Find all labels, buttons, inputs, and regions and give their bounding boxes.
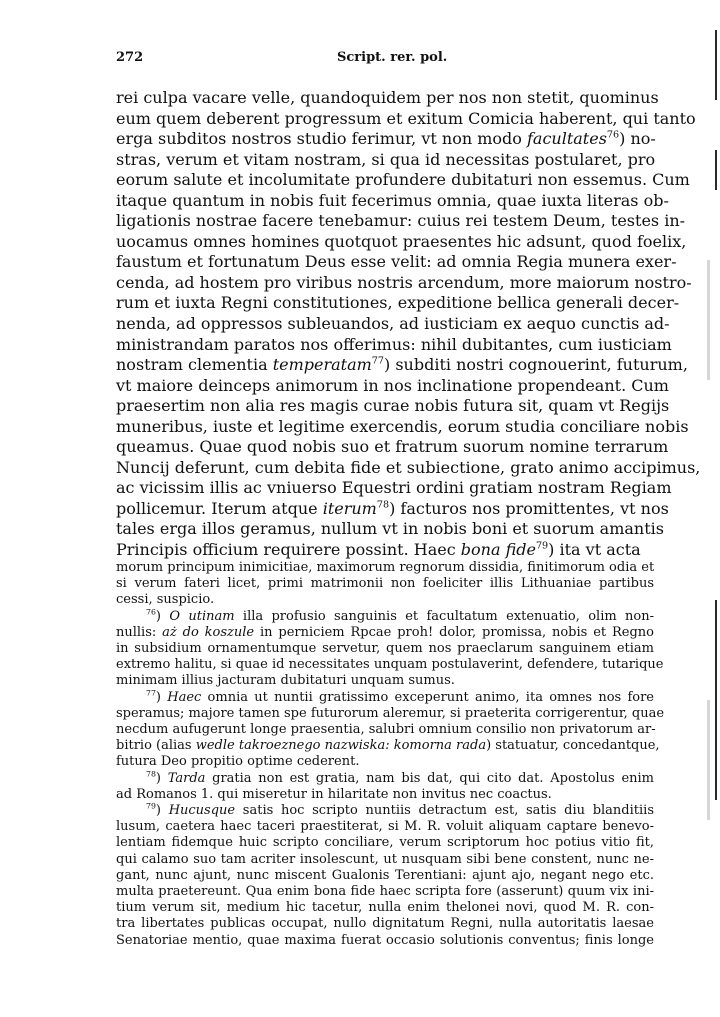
line-text: eum quem deberent progressum et exitum Comicia haberent, qui tanto bbox=[116, 108, 696, 128]
footnote-line bbox=[116, 690, 654, 706]
line-text: pollicemur. Iterum atque bbox=[116, 498, 323, 518]
footnote-line bbox=[116, 722, 654, 738]
text-line bbox=[116, 190, 669, 212]
footnote-line bbox=[116, 787, 654, 803]
text-line bbox=[116, 314, 670, 335]
running-title: Script. rer. pol. bbox=[337, 50, 448, 65]
line-text: futura Deo propitio optime cederent. bbox=[116, 754, 360, 770]
line-text: minimam illius jacturam dubitaturi unquam sumus. bbox=[116, 673, 455, 689]
footnote-line bbox=[116, 673, 654, 689]
footnote-line bbox=[116, 803, 654, 819]
footnote-ref: 77 bbox=[371, 355, 385, 367]
italic-text: Haec bbox=[167, 689, 202, 705]
line-text: rei culpa vacare velle, quandoquidem per nos non stetit, quominus bbox=[116, 88, 659, 107]
line-text: tium verum sit, medium hic tacetur, nulla enim thelonei novi, quod M. R. con- bbox=[116, 900, 654, 916]
line-text: speramus; majore tamen spe futurorum aleremur, si praeterita corrigerentur, quae bbox=[116, 705, 665, 721]
line-text: in subsidium ornamentumque servetur, quem nos praeclarum sanguinem etiam bbox=[116, 641, 654, 657]
line-text: rum et iuxta Regni constitutiones, expeditione bellica generali decer- bbox=[116, 293, 680, 313]
line-text: gratia non est gratia, nam bis dat, qui cito dat. Apostolus enim bbox=[205, 770, 654, 786]
line-text: nenda, ad oppressos subleuandos, ad iusticiam ex aequo cunctis ad- bbox=[116, 314, 670, 334]
line-text: ) bbox=[155, 689, 168, 705]
line-text: in perniciem Rpcae proh! dolor, promissa, nobis et Regno bbox=[254, 624, 654, 640]
line-text: eorum salute et incolumitate profundere dubitaturi non essemus. Cum bbox=[116, 170, 690, 190]
line-text: lentiam fidemque huic scripto conciliare, verum scriptorum hoc potius vitio fit, bbox=[116, 835, 654, 851]
footnote-line bbox=[116, 625, 654, 641]
text-line bbox=[116, 396, 670, 417]
line-text: Nuncij deferunt, cum debita fide et subiectione, grato animo accipimus, bbox=[116, 457, 701, 477]
page-scuff bbox=[707, 700, 710, 820]
line-text: lusum, caetera haec taceri praestiterat, si M. R. voluit aliquam captare benevo- bbox=[116, 819, 654, 835]
line-text: gant, nunc ajunt, nunc miscent Gualonis Terentiani: ajunt ajo, negant nego etc. bbox=[116, 867, 654, 883]
footnote-line bbox=[116, 754, 654, 770]
footnote-number: 78 bbox=[146, 769, 156, 779]
line-text: nullis: bbox=[116, 624, 163, 640]
page-edge-mark bbox=[715, 600, 717, 800]
footnote-line bbox=[116, 609, 654, 625]
line-text: ligationis nostrae facere tenebamur: cuius rei testem Deum, testes in- bbox=[116, 211, 686, 231]
footnotes bbox=[116, 560, 665, 949]
page-number: 272 bbox=[116, 50, 144, 65]
footnote-line bbox=[116, 835, 654, 851]
footnote-number: 77 bbox=[146, 688, 156, 698]
footnote-line bbox=[116, 705, 665, 722]
line-text: faustum et fortunatum Deus esse velit: ad omnia Regia munera exer- bbox=[116, 252, 677, 272]
text-line bbox=[116, 457, 701, 479]
line-text: ) bbox=[155, 803, 169, 819]
footnote-line bbox=[116, 641, 654, 657]
footnote-line bbox=[116, 933, 654, 949]
footnote-line bbox=[116, 657, 664, 673]
line-text: queamus. Quae quod nobis suo et fratrum suorum nomine terrarum bbox=[116, 437, 669, 457]
italic-text: facultates bbox=[526, 129, 607, 149]
line-text: muneribus, iuste et legitime exercendis, eorum studia conciliare nobis bbox=[116, 416, 689, 436]
footnote-line bbox=[116, 916, 654, 932]
footnote-ref: 76 bbox=[606, 129, 620, 141]
line-text: Principis officium requirere possint. Haec bbox=[116, 540, 461, 560]
line-text: itaque quantum in nobis fuit fecerimus omnia, quae iuxta literas ob- bbox=[116, 190, 669, 210]
line-text: ) bbox=[155, 608, 170, 624]
line-text: ac vicissim illis ac vniuerso Equestri ordini gratiam nostram Regiam bbox=[116, 478, 672, 498]
text-line bbox=[116, 540, 654, 561]
footnote-line bbox=[116, 560, 654, 576]
line-text: cessi, suspicio. bbox=[116, 592, 215, 608]
italic-text: wedle takroeznego nazwiska: komorna rada bbox=[195, 738, 487, 754]
footnote-ref: 78 bbox=[376, 499, 390, 511]
line-text: qui calamo suo tam acriter insolescunt, ut nusquam sibi bene constent, nunc ne- bbox=[116, 851, 654, 867]
line-text: ) ita vt acta bbox=[548, 540, 641, 560]
footnote-line bbox=[116, 592, 654, 608]
line-text: multa praetereunt. Qua enim bona fide haec scripta fore (asserunt) quum vix ini- bbox=[116, 884, 654, 900]
text-line bbox=[116, 334, 672, 356]
italic-text: aż do koszule bbox=[162, 624, 255, 640]
footnote-number: 76 bbox=[146, 607, 156, 617]
line-text: omnia ut nuntii gratissimo exceperunt animo, ita omnes nos fore bbox=[201, 689, 654, 705]
line-text: vt maiore deinceps animorum in nos inclinatione propendeant. Cum bbox=[116, 375, 669, 395]
line-text: praesertim non alia res magis curae nobis futura sit, quam vt Regijs bbox=[116, 396, 670, 416]
page-edge-mark bbox=[715, 30, 717, 100]
line-text: extremo halitu, si quae id necessitates unquam postulaverint, defendere, tutarique bbox=[116, 657, 664, 673]
line-text: Senatoriae mentio, quae maxima fuerat occasio solutionis conventus; finis longe bbox=[116, 932, 654, 948]
footnote-line bbox=[116, 900, 654, 916]
line-text: tra libertates publicas occupat, nullo dignitatum Regni, nulla autoritatis laesae bbox=[116, 916, 654, 932]
line-text: ) statuatur, concedantque, bbox=[486, 738, 660, 754]
line-text: nostram clementia bbox=[116, 355, 273, 375]
line-text: tales erga illos geramus, nullum vt in nobis boni et suorum amantis bbox=[116, 519, 664, 539]
line-text: ) subditi nostri cognouerint, futurum, bbox=[384, 355, 688, 375]
text-line bbox=[116, 478, 672, 499]
italic-text: iterum bbox=[322, 498, 377, 518]
line-text: bitrio (alias bbox=[116, 738, 196, 754]
text-line bbox=[116, 252, 677, 273]
footnote-line bbox=[116, 852, 654, 868]
line-text: ) bbox=[155, 770, 168, 786]
line-text: cenda, ad hostem pro viribus nostris arcendum, more maiorum nostro- bbox=[116, 272, 692, 292]
text-line bbox=[116, 88, 659, 109]
text-line bbox=[116, 272, 692, 294]
footnote-line bbox=[116, 868, 654, 884]
italic-text: temperatam bbox=[272, 355, 372, 375]
running-header bbox=[116, 50, 656, 72]
line-text: uocamus omnes homines quotquot praesentes hic adsunt, quod foelix, bbox=[116, 231, 687, 251]
page-scuff bbox=[707, 260, 710, 380]
italic-text: bona fide bbox=[460, 540, 536, 560]
text-line bbox=[116, 231, 687, 253]
line-text: stras, verum et vitam nostram, si qua id necessitas postularet, pro bbox=[116, 149, 656, 169]
line-text: ad Romanos 1. qui miseretur in hilaritate non invitus nec coactus. bbox=[116, 786, 552, 802]
line-text: ministrandam paratos nos offerimus: nihil dubitantes, cum iusticiam bbox=[116, 334, 672, 354]
main-text bbox=[116, 88, 701, 561]
footnote-line bbox=[116, 576, 654, 592]
italic-text: Tarda bbox=[167, 770, 206, 786]
footnote-line bbox=[116, 819, 654, 835]
text-line bbox=[116, 108, 696, 130]
footnote-line bbox=[116, 738, 660, 754]
line-text: ) no- bbox=[619, 129, 656, 149]
line-text: si verum fateri licet, primi matrimonii non foeliciter illis Lithuaniae partibus bbox=[116, 576, 654, 592]
line-text: ) facturos nos promittentes, vt nos bbox=[389, 498, 669, 518]
line-text: necdum aufugerunt longe praesentia, salubri omnium consilio non privatorum ar- bbox=[116, 722, 656, 738]
footnote-number: 79 bbox=[146, 801, 156, 811]
italic-text: O utinam bbox=[169, 608, 235, 624]
text-line bbox=[116, 498, 669, 520]
text-line bbox=[116, 416, 689, 438]
text-line bbox=[116, 375, 669, 397]
text-line bbox=[116, 170, 690, 191]
text-line bbox=[116, 355, 688, 376]
text-line bbox=[116, 519, 664, 540]
text-line bbox=[116, 211, 686, 232]
text-line bbox=[116, 150, 654, 171]
text-line bbox=[116, 293, 680, 314]
line-text: satis hoc scripto nuntiis detractum est, satis diu blanditiis bbox=[235, 803, 654, 819]
footnote-line bbox=[116, 884, 654, 900]
line-text: morum principum inimicitiae, maximorum regnorum dissidia, finitimorum odia et bbox=[116, 560, 655, 575]
page-edge-mark bbox=[715, 150, 717, 190]
line-text: erga subditos nostros studio ferimur, vt non modo bbox=[116, 129, 527, 149]
text-line bbox=[116, 129, 654, 150]
footnote-line bbox=[116, 771, 654, 787]
text-line bbox=[116, 437, 669, 458]
italic-text: Hucusque bbox=[168, 803, 236, 819]
line-text: illa profusio sanguinis et facultatum extenuatio, olim non- bbox=[234, 608, 654, 624]
footnote-ref: 79 bbox=[535, 540, 549, 552]
